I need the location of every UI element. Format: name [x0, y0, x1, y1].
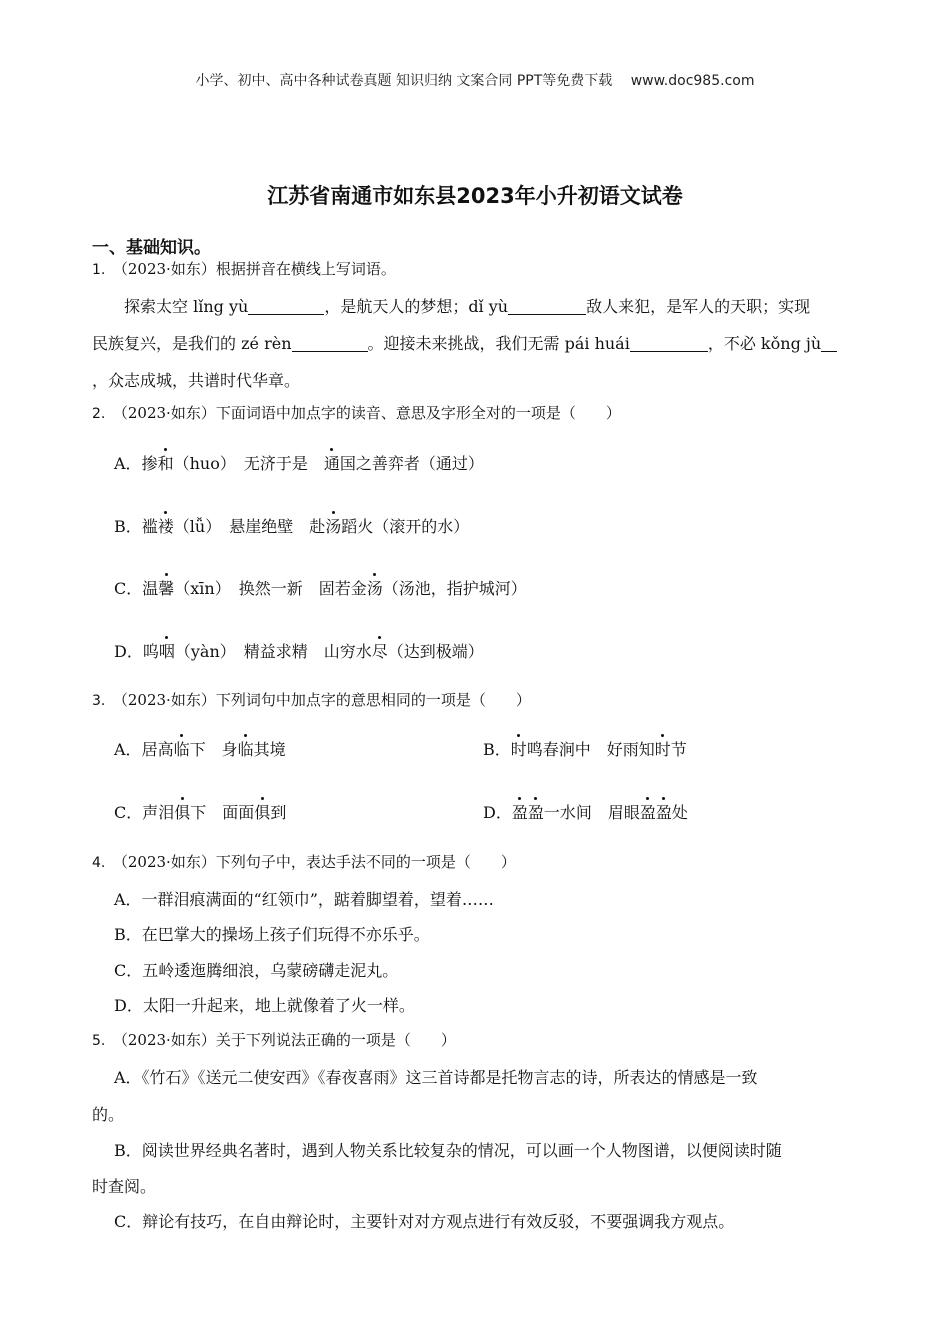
- emphasis-dot-char: 和: [158, 451, 174, 474]
- question-number: 2.: [92, 406, 106, 422]
- question-number: 4.: [92, 855, 106, 871]
- emphasis-dot-char: 通: [324, 451, 340, 474]
- question-text: （2023·如东）关于下列说法正确的一项是（ ）: [120, 1031, 456, 1049]
- emphasis-dot-char: 咽: [159, 639, 175, 662]
- question-2-stem: [92, 402, 621, 423]
- question-text: （2023·如东）下面词语中加点字的读音、意思及字形全对的一项是（ ）: [120, 404, 621, 422]
- q5-option-a[interactable]: A．《竹石》《送元二使安西》《春夜喜雨》这三首诗都是托物言志的诗，所表达的情感是一致: [114, 1068, 758, 1087]
- emphasis-dot-char: 汤: [367, 576, 383, 599]
- q4-option-c[interactable]: C．五岭逶迤腾细浪，乌蒙磅礴走泥丸。: [114, 961, 399, 980]
- answer-blank[interactable]: [292, 335, 368, 352]
- answer-blank[interactable]: [508, 298, 586, 315]
- emphasis-dot-char: 时: [511, 737, 527, 760]
- q2-option-d[interactable]: D．呜咽（yàn） 精益求精 山穷水尽（达到极端）: [114, 639, 484, 662]
- question-number: 3.: [92, 693, 106, 709]
- q1-line-3: ，众志成城，共谱时代华章。: [92, 371, 301, 390]
- question-5-stem: [92, 1029, 456, 1050]
- text: 。迎接未来挑战，我们无需 pái huái: [367, 334, 630, 353]
- question-text: （2023·如东）下列词句中加点字的意思相同的一项是（ ）: [120, 691, 531, 709]
- emphasis-dot-char: 馨: [158, 576, 174, 599]
- question-text: （2023·如东）下列句子中，表达手法不同的一项是（ ）: [120, 853, 516, 871]
- q5-option-b[interactable]: B．阅读世界经典名著时，遇到人物关系比较复杂的情况，可以画一个人物图谱，以便阅读时随: [114, 1141, 782, 1160]
- emphasis-dot-char: 盈: [656, 800, 672, 823]
- answer-blank[interactable]: [630, 335, 708, 352]
- text: 探索太空 lǐng yù: [124, 297, 249, 316]
- text: 敌人来犯，是军人的天职；实现: [586, 297, 811, 316]
- q3-option-b[interactable]: B．时鸣春涧中 好雨知时节: [483, 737, 687, 760]
- q2-option-a[interactable]: A．掺和（huo） 无济于是 通国之善弈者（通过）: [114, 451, 484, 474]
- q5-option-b-cont: 时查阅。: [92, 1177, 157, 1196]
- question-text: （2023·如东）根据拼音在横线上写词语。: [120, 260, 396, 278]
- q4-option-b[interactable]: B．在巴掌大的操场上孩子们玩得不亦乐乎。: [114, 925, 430, 944]
- question-1-stem: [92, 258, 396, 279]
- q5-option-a-cont: 的。: [92, 1105, 125, 1124]
- emphasis-dot-char: 盈: [528, 800, 544, 823]
- emphasis-dot-char: 临: [238, 737, 254, 760]
- text: 民族复兴，是我们的 zé rèn: [92, 334, 292, 353]
- q2-option-c[interactable]: C．温馨（xīn） 换然一新 固若金汤（汤池，指护城河）: [114, 576, 527, 599]
- q2-option-b[interactable]: B．褴褛（lǚ） 悬崖绝壁 赴汤蹈火（滚开的水）: [114, 514, 469, 537]
- question-4-stem: [92, 851, 516, 872]
- page-title: 江苏省南通市如东县2023年小升初语文试卷: [267, 184, 683, 208]
- emphasis-dot-char: 褛: [158, 514, 174, 537]
- q3-option-d[interactable]: D．盈盈一水间 眉眼盈盈处: [483, 800, 688, 823]
- q1-line-2: [92, 331, 837, 354]
- answer-blank[interactable]: [821, 335, 837, 352]
- emphasis-dot-char: 尽: [372, 639, 388, 662]
- q4-option-a[interactable]: A．一群泪痕满面的“红领巾”，踮着脚望着，望着……: [114, 890, 494, 909]
- q3-option-a[interactable]: A．居高临下 身临其境: [114, 737, 286, 760]
- q3-option-c[interactable]: C．声泪俱下 面面俱到: [114, 800, 286, 823]
- answer-blank[interactable]: [248, 298, 324, 315]
- q5-option-c[interactable]: C．辩论有技巧，在自由辩论时，主要针对对方观点进行有效反驳，不要强调我方观点。: [114, 1212, 735, 1231]
- section-heading: 一、基础知识。: [92, 238, 211, 258]
- emphasis-dot-char: 盈: [640, 800, 656, 823]
- page-header: 小学、初中、高中各种试卷真题 知识归纳 文案合同 PPT等免费下载 www.doc985.com: [195, 73, 755, 89]
- text: ，是航天人的梦想；dǐ yù: [324, 297, 509, 316]
- emphasis-dot-char: 汤: [325, 514, 341, 537]
- emphasis-dot-char: 俱: [254, 800, 270, 823]
- emphasis-dot-char: 临: [174, 737, 190, 760]
- text: ，不必 kǒng jù: [707, 334, 822, 353]
- question-number: 5.: [92, 1033, 106, 1049]
- question-3-stem: [92, 689, 531, 710]
- emphasis-dot-char: 时: [655, 737, 671, 760]
- q1-line-1: [124, 294, 810, 317]
- q4-option-d[interactable]: D．太阳一升起来，地上就像着了火一样。: [114, 996, 415, 1015]
- emphasis-dot-char: 俱: [174, 800, 190, 823]
- question-number: 1.: [92, 262, 106, 278]
- emphasis-dot-char: 盈: [512, 800, 528, 823]
